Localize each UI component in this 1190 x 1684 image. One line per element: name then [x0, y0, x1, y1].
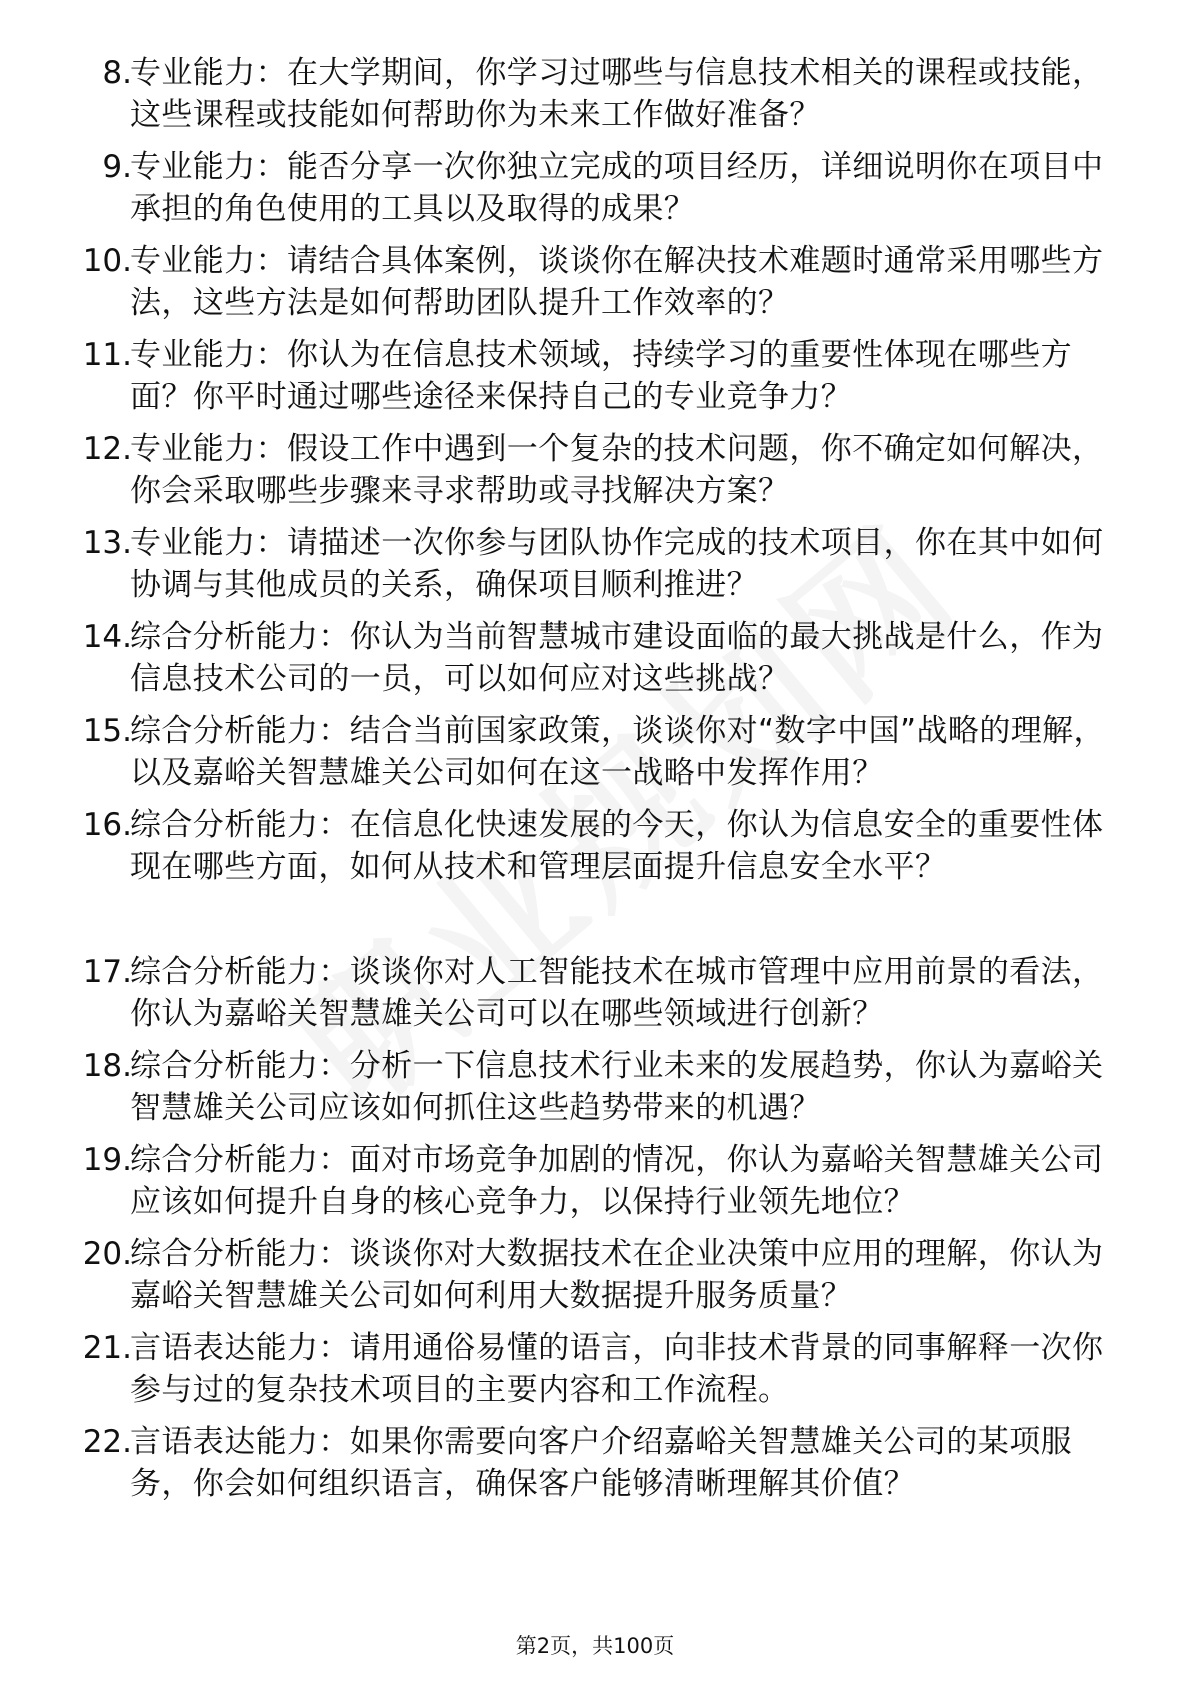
question-text: 综合分析能力：面对市场竞争加剧的情况，你认为嘉峪关智慧雄关公司应该如何提升自身的核心竞争力，以保持行业领先地位？	[130, 1142, 1104, 1220]
question-number: 21.	[82, 1330, 132, 1366]
question-number: 18.	[82, 1048, 132, 1084]
question-number: 20.	[82, 1236, 132, 1272]
question-text: 专业能力：在大学期间，你学习过哪些与信息技术相关的课程或技能，这些课程或技能如何帮助你为未来工作做好准备？	[130, 55, 1104, 133]
question-item	[0, 334, 1190, 428]
question-number: 16.	[82, 807, 132, 843]
question-item	[0, 1421, 1190, 1515]
question-item	[0, 1327, 1190, 1421]
question-text: 综合分析能力：分析一下信息技术行业未来的发展趋势，你认为嘉峪关智慧雄关公司应该如何抓住这些趋势带来的机遇？	[130, 1048, 1104, 1126]
question-item	[0, 804, 1190, 951]
question-number: 12.	[82, 431, 132, 467]
question-number: 8.	[102, 55, 132, 91]
question-number: 15.	[82, 713, 132, 749]
question-item	[0, 522, 1190, 616]
question-text: 专业能力：请描述一次你参与团队协作完成的技术项目，你在其中如何协调与其他成员的关系，确保项目顺利推进？	[130, 525, 1104, 603]
question-number: 11.	[82, 337, 132, 373]
question-item	[0, 146, 1190, 240]
question-number: 17.	[82, 954, 132, 990]
question-item	[0, 1139, 1190, 1233]
question-text: 综合分析能力：结合当前国家政策，谈谈你对“数字中国”战略的理解，以及嘉峪关智慧雄关公司如何在这一战略中发挥作用？	[130, 713, 1105, 791]
question-text: 综合分析能力：你认为当前智慧城市建设面临的最大挑战是什么，作为信息技术公司的一员，可以如何应对这些挑战？	[130, 619, 1104, 697]
question-text: 专业能力：你认为在信息技术领域，持续学习的重要性体现在哪些方面？你平时通过哪些途径来保持自己的专业竞争力？	[130, 337, 1072, 415]
question-number: 9.	[102, 149, 132, 185]
question-item	[0, 240, 1190, 334]
question-list	[0, 52, 1190, 1515]
question-number: 14.	[82, 619, 132, 655]
question-text: 言语表达能力：如果你需要向客户介绍嘉峪关智慧雄关公司的某项服务，你会如何组织语言，确保客户能够清晰理解其价值？	[130, 1424, 1072, 1502]
page-footer: 第2页，共100页	[515, 1634, 675, 1658]
question-number: 19.	[82, 1142, 132, 1178]
question-item	[0, 1233, 1190, 1327]
question-number: 10.	[82, 243, 132, 279]
question-item	[0, 428, 1190, 522]
question-item	[0, 1045, 1190, 1139]
question-item	[0, 616, 1190, 710]
question-item	[0, 951, 1190, 1045]
question-text: 专业能力：假设工作中遇到一个复杂的技术问题，你不确定如何解决，你会采取哪些步骤来寻求帮助或寻找解决方案？	[130, 431, 1104, 509]
question-text: 专业能力：能否分享一次你独立完成的项目经历，详细说明你在项目中承担的角色使用的工具以及取得的成果？	[130, 149, 1104, 227]
question-number: 13.	[82, 525, 132, 561]
question-item	[0, 52, 1190, 146]
question-item	[0, 710, 1190, 804]
question-number: 22.	[82, 1424, 132, 1460]
question-text: 综合分析能力：谈谈你对人工智能技术在城市管理中应用前景的看法，你认为嘉峪关智慧雄关公司可以在哪些领域进行创新？	[130, 954, 1104, 1032]
question-text: 专业能力：请结合具体案例，谈谈你在解决技术难题时通常采用哪些方法，这些方法是如何帮助团队提升工作效率的？	[130, 243, 1104, 321]
question-text: 综合分析能力：在信息化快速发展的今天，你认为信息安全的重要性体现在哪些方面，如何从技术和管理层面提升信息安全水平？	[130, 807, 1104, 885]
question-text: 言语表达能力：请用通俗易懂的语言，向非技术背景的同事解释一次你参与过的复杂技术项目的主要内容和工作流程。	[130, 1330, 1104, 1408]
question-text: 综合分析能力：谈谈你对大数据技术在企业决策中应用的理解，你认为嘉峪关智慧雄关公司如何利用大数据提升服务质量？	[130, 1236, 1104, 1314]
